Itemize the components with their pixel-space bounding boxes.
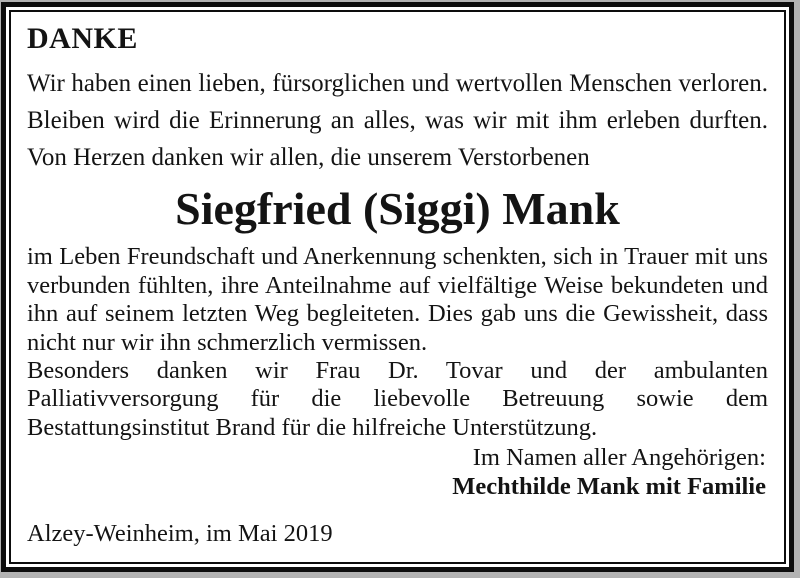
obituary-notice <box>9 10 786 564</box>
intro-line-1: Wir haben einen lieben, fürsorglichen und wertvollen Menschen verloren. <box>27 70 768 97</box>
notice-heading: DANKE <box>27 22 138 55</box>
intro-line-2: Bleiben wird die Erinnerung an alles, was wir mit ihm erleben durften. <box>27 107 768 134</box>
family-signature: Mechthilde Mank mit Familie <box>452 473 766 501</box>
dateline: Alzey-Weinheim, im Mai 2019 <box>27 520 333 547</box>
notice-outer-frame <box>1 2 794 572</box>
intro-line-3: Von Herzen danken wir allen, die unserem Verstorbenen <box>27 144 590 171</box>
body-paragraph-1: im Leben Freundschaft und Anerkennung schenkten, sich in Trauer mit uns verbunden fühlten, ihre Anteilnahme auf vielfältige Weise bekundeten und ihn auf seinem letzten Weg begleiteten. Dies gab uns die Gewissheit, dass nicht nur wir ihn schmerzlich vermissen. <box>27 243 768 356</box>
closing-section <box>27 444 768 502</box>
deceased-name: Siegfried (Siggi) Mank <box>175 183 620 234</box>
body-paragraph-2: Besonders danken wir Frau Dr. Tovar und der ambulanten Palliativversorgung für die liebevolle Betreuung sowie dem Bestattungsinstitut Brand für die hilfreiche Unterstützung. <box>27 356 768 441</box>
body-section <box>27 243 768 442</box>
closing-attribution: Im Namen aller Angehörigen: <box>472 444 766 472</box>
intro-section <box>27 70 768 181</box>
